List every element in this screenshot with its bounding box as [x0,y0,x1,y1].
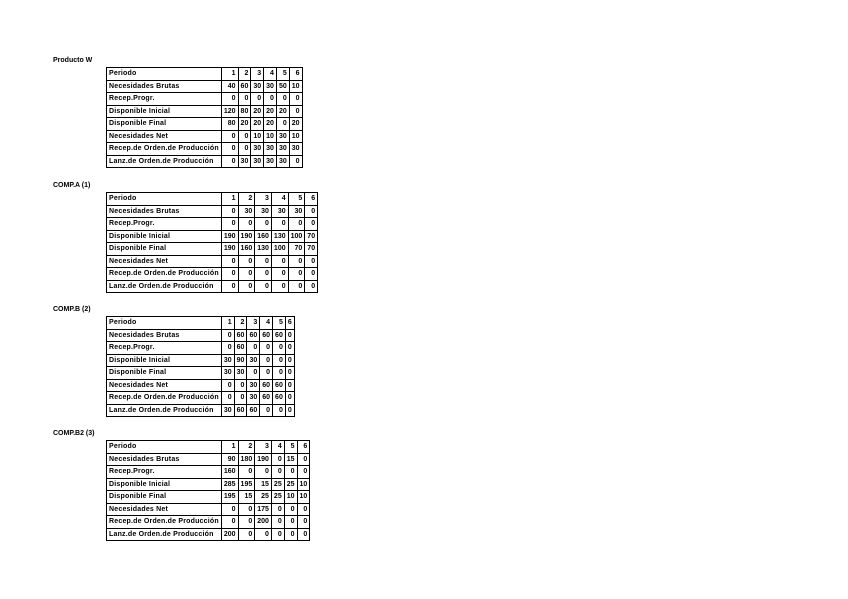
cell-value: 60 [273,392,286,405]
table-row [107,130,303,143]
cell-value: 30 [255,205,272,218]
block-title: COMP.B2 (3) [53,430,95,437]
cell-value: 0 [271,268,288,281]
table-row [107,367,295,380]
table-row [107,205,318,218]
cell-value: 0 [305,255,318,268]
cell-value: 30 [276,155,289,168]
table-row [107,453,310,466]
cell-value: 0 [297,453,310,466]
row-label: Disponible Inicial [107,105,222,118]
cell-value: 0 [221,342,234,355]
cell-value: 30 [247,354,260,367]
table-row [107,404,295,417]
cell-value: 0 [273,342,286,355]
cell-value: 2 [238,193,255,206]
row-label: Necesidades Brutas [107,453,222,466]
cell-value: 3 [255,193,272,206]
cell-value: 0 [284,466,297,479]
cell-value: 0 [285,367,294,380]
cell-value: 160 [238,243,255,256]
cell-value: 60 [234,342,247,355]
cell-value: 0 [288,280,305,293]
cell-value: 20 [251,105,264,118]
cell-value: 0 [273,354,286,367]
cell-value: 0 [297,503,310,516]
table-row [107,243,318,256]
cell-value: 0 [285,342,294,355]
cell-value: 0 [255,268,272,281]
cell-value: 0 [289,155,302,168]
cell-value: 40 [221,80,238,93]
cell-value: 60 [234,404,247,417]
cell-value: 30 [247,392,260,405]
table-row [107,155,303,168]
cell-value: 30 [264,80,277,93]
cell-value: 30 [234,367,247,380]
row-label: Recep.Progr. [107,342,222,355]
row-label: Recep.Progr. [107,466,222,479]
row-label: Disponible Inicial [107,354,222,367]
cell-value: 0 [260,342,273,355]
cell-value: 30 [251,80,264,93]
cell-value: 25 [255,491,272,504]
cell-value: 285 [221,478,238,491]
cell-value: 0 [285,392,294,405]
cell-value: 0 [238,268,255,281]
cell-value: 0 [251,93,264,106]
cell-value: 15 [238,491,255,504]
cell-value: 0 [271,218,288,231]
cell-value: 0 [276,118,289,131]
cell-value: 190 [221,230,238,243]
mrp-table [106,67,303,168]
cell-value: 10 [297,478,310,491]
cell-value: 2 [238,68,251,81]
cell-value: 4 [260,317,273,330]
cell-value: 30 [251,155,264,168]
cell-value: 0 [238,516,255,529]
table-row [107,105,303,118]
row-label: Necesidades Net [107,130,222,143]
cell-value: 100 [271,243,288,256]
cell-value: 0 [221,155,238,168]
cell-value: 0 [297,528,310,541]
cell-value: 0 [271,503,284,516]
row-label: Periodo [107,441,222,454]
cell-value: 60 [273,329,286,342]
cell-value: 0 [238,218,255,231]
row-label: Necesidades Net [107,379,222,392]
cell-value: 0 [260,367,273,380]
cell-value: 60 [260,329,273,342]
row-label: Recep.de Orden.de Producción [107,268,222,281]
mrp-table [106,192,318,293]
cell-value: 0 [221,503,238,516]
table-row [107,80,303,93]
cell-value: 10 [289,130,302,143]
cell-value: 0 [221,255,238,268]
cell-value: 30 [251,143,264,156]
cell-value: 0 [234,379,247,392]
cell-value: 4 [271,193,288,206]
cell-value: 30 [288,205,305,218]
cell-value: 0 [238,143,251,156]
cell-value: 0 [273,404,286,417]
cell-value: 0 [255,528,272,541]
cell-value: 80 [221,118,238,131]
cell-value: 6 [305,193,318,206]
row-label: Periodo [107,68,222,81]
cell-value: 0 [238,93,251,106]
cell-value: 20 [264,118,277,131]
cell-value: 0 [271,453,284,466]
cell-value: 6 [289,68,302,81]
cell-value: 0 [238,130,251,143]
cell-value: 25 [271,478,284,491]
cell-value: 0 [255,280,272,293]
row-label: Lanz.de Orden.de Producción [107,280,222,293]
cell-value: 3 [247,317,260,330]
block-title: Producto W [53,57,93,64]
cell-value: 70 [288,243,305,256]
cell-value: 0 [285,329,294,342]
cell-value: 1 [221,193,238,206]
table-row [107,516,310,529]
table-row [107,317,295,330]
cell-value: 195 [238,478,255,491]
cell-value: 30 [221,354,234,367]
cell-value: 25 [271,491,284,504]
cell-value: 5 [276,68,289,81]
row-label: Necesidades Net [107,255,222,268]
row-label: Lanz.de Orden.de Producción [107,155,222,168]
cell-value: 160 [255,230,272,243]
cell-value: 60 [234,329,247,342]
cell-value: 30 [276,130,289,143]
cell-value: 30 [221,404,234,417]
table-row [107,503,310,516]
cell-value: 0 [276,93,289,106]
cell-value: 30 [264,143,277,156]
cell-value: 0 [221,205,238,218]
row-label: Periodo [107,193,222,206]
cell-value: 4 [271,441,284,454]
cell-value: 200 [221,528,238,541]
cell-value: 2 [238,441,255,454]
cell-value: 0 [305,218,318,231]
row-label: Disponible Final [107,491,222,504]
cell-value: 6 [297,441,310,454]
cell-value: 20 [264,105,277,118]
cell-value: 30 [289,143,302,156]
cell-value: 180 [238,453,255,466]
cell-value: 0 [238,466,255,479]
cell-value: 0 [238,528,255,541]
table-row [107,528,310,541]
cell-value: 0 [221,280,238,293]
row-label: Periodo [107,317,222,330]
cell-value: 190 [221,243,238,256]
cell-value: 20 [289,118,302,131]
cell-value: 0 [238,255,255,268]
cell-value: 20 [238,118,251,131]
cell-value: 1 [221,68,238,81]
table-row [107,379,295,392]
cell-value: 130 [255,243,272,256]
cell-value: 0 [305,280,318,293]
cell-value: 100 [288,230,305,243]
cell-value: 0 [255,255,272,268]
cell-value: 15 [255,478,272,491]
table-row [107,143,303,156]
cell-value: 0 [221,516,238,529]
cell-value: 4 [264,68,277,81]
cell-value: 0 [288,218,305,231]
cell-value: 0 [221,329,234,342]
cell-value: 70 [305,243,318,256]
cell-value: 0 [238,503,255,516]
cell-value: 0 [255,466,272,479]
cell-value: 10 [289,80,302,93]
cell-value: 10 [297,491,310,504]
table-row [107,466,310,479]
row-label: Disponible Inicial [107,478,222,491]
table-row [107,268,318,281]
cell-value: 0 [285,354,294,367]
row-label: Recep.Progr. [107,93,222,106]
cell-value: 0 [289,105,302,118]
cell-value: 1 [221,441,238,454]
row-label: Necesidades Brutas [107,205,222,218]
row-label: Lanz.de Orden.de Producción [107,528,222,541]
cell-value: 0 [221,93,238,106]
cell-value: 160 [221,466,238,479]
cell-value: 60 [238,80,251,93]
cell-value: 0 [305,205,318,218]
table-row [107,392,295,405]
row-label: Necesidades Net [107,503,222,516]
cell-value: 0 [297,466,310,479]
table-row [107,193,318,206]
row-label: Necesidades Brutas [107,329,222,342]
cell-value: 1 [221,317,234,330]
table-row [107,280,318,293]
cell-value: 0 [271,528,284,541]
row-label: Disponible Final [107,118,222,131]
cell-value: 0 [271,466,284,479]
cell-value: 0 [273,367,286,380]
table-row [107,218,318,231]
block-title: COMP.A (1) [53,182,91,189]
cell-value: 0 [284,516,297,529]
cell-value: 0 [221,392,234,405]
cell-value: 0 [305,268,318,281]
cell-value: 60 [247,329,260,342]
table-row [107,230,318,243]
table-row [107,342,295,355]
row-label: Disponible Final [107,243,222,256]
cell-value: 0 [285,379,294,392]
cell-value: 0 [221,379,234,392]
cell-value: 0 [247,367,260,380]
mrp-table [106,316,295,417]
cell-value: 0 [288,268,305,281]
row-label: Necesidades Brutas [107,80,222,93]
cell-value: 60 [247,404,260,417]
row-label: Recep.de Orden.de Producción [107,143,222,156]
cell-value: 0 [260,404,273,417]
cell-value: 0 [289,93,302,106]
cell-value: 10 [284,491,297,504]
table-row [107,255,318,268]
cell-value: 30 [221,367,234,380]
table-row [107,93,303,106]
cell-value: 20 [276,105,289,118]
cell-value: 175 [255,503,272,516]
cell-value: 0 [297,516,310,529]
cell-value: 5 [273,317,286,330]
row-label: Recep.de Orden.de Producción [107,392,222,405]
cell-value: 120 [221,105,238,118]
cell-value: 0 [271,280,288,293]
cell-value: 30 [238,205,255,218]
cell-value: 0 [234,392,247,405]
row-label: Recep.Progr. [107,218,222,231]
row-label: Recep.de Orden.de Producción [107,516,222,529]
table-row [107,329,295,342]
cell-value: 0 [221,268,238,281]
cell-value: 10 [264,130,277,143]
cell-value: 50 [276,80,289,93]
table-row [107,118,303,131]
cell-value: 0 [284,528,297,541]
cell-value: 195 [221,491,238,504]
cell-value: 200 [255,516,272,529]
cell-value: 190 [238,230,255,243]
cell-value: 190 [255,453,272,466]
cell-value: 3 [255,441,272,454]
cell-value: 0 [288,255,305,268]
cell-value: 0 [221,143,238,156]
cell-value: 30 [276,143,289,156]
cell-value: 3 [251,68,264,81]
cell-value: 0 [271,255,288,268]
mrp-table [106,440,310,541]
cell-value: 0 [284,503,297,516]
cell-value: 6 [285,317,294,330]
table-row [107,478,310,491]
cell-value: 20 [251,118,264,131]
table-row [107,68,303,81]
table-row [107,491,310,504]
row-label: Lanz.de Orden.de Producción [107,404,222,417]
cell-value: 0 [247,342,260,355]
cell-value: 25 [284,478,297,491]
cell-value: 30 [264,155,277,168]
cell-value: 130 [271,230,288,243]
cell-value: 15 [284,453,297,466]
cell-value: 90 [234,354,247,367]
table-row [107,441,310,454]
cell-value: 2 [234,317,247,330]
cell-value: 60 [273,379,286,392]
cell-value: 10 [251,130,264,143]
cell-value: 60 [260,379,273,392]
cell-value: 0 [285,404,294,417]
cell-value: 0 [271,516,284,529]
cell-value: 70 [305,230,318,243]
cell-value: 60 [260,392,273,405]
cell-value: 30 [238,155,251,168]
cell-value: 30 [271,205,288,218]
block-title: COMP.B (2) [53,306,91,313]
cell-value: 5 [288,193,305,206]
cell-value: 0 [221,130,238,143]
table-row [107,354,295,367]
cell-value: 0 [264,93,277,106]
cell-value: 80 [238,105,251,118]
cell-value: 5 [284,441,297,454]
cell-value: 0 [221,218,238,231]
cell-value: 0 [255,218,272,231]
cell-value: 0 [238,280,255,293]
row-label: Disponible Final [107,367,222,380]
cell-value: 90 [221,453,238,466]
row-label: Disponible Inicial [107,230,222,243]
cell-value: 0 [260,354,273,367]
cell-value: 30 [247,379,260,392]
